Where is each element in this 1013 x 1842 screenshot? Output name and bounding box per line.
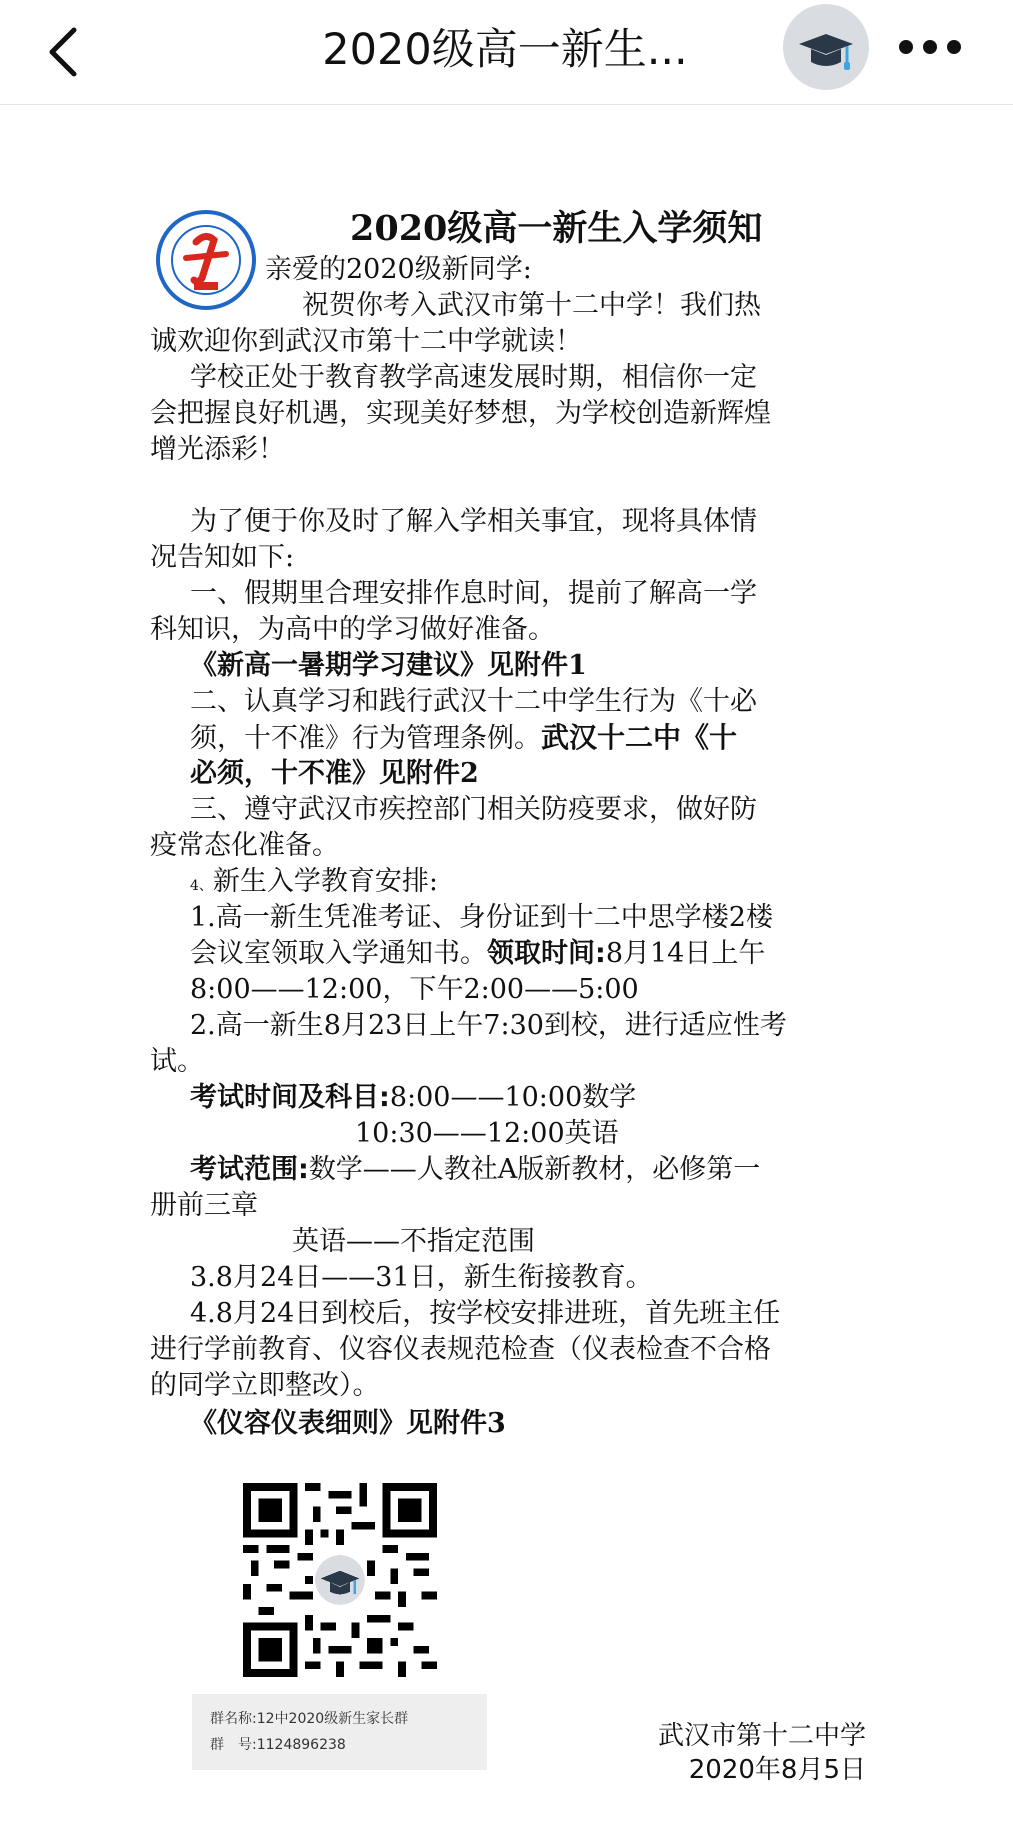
paragraph-line: 祝贺你考入武汉市第十二中学！我们热: [302, 290, 761, 321]
paragraph-line: 疫常态化准备。: [150, 830, 339, 861]
paragraph-line: 册前三章: [150, 1190, 258, 1221]
paragraph-line: 为了便于你及时了解入学相关事宜，现将具体情: [190, 506, 757, 537]
exam-time-english: 10:30——12:00英语: [355, 1118, 619, 1149]
paragraph-line: 8:00——12:00，下午2:00——5:00: [190, 974, 639, 1005]
group-number: 群 号:1124896238: [210, 1737, 346, 1753]
item-title: 新生入学教育安排:: [212, 866, 439, 897]
group-name: 群名称:12中2020级新生家长群: [210, 1711, 409, 1727]
exam-time-math: 8:00——10:00数学: [389, 1082, 637, 1113]
paragraph-line: 一、假期里合理安排作息时间，提前了解高一学: [190, 578, 757, 609]
paragraph-line: 诚欢迎你到武汉市第十二中学就读！: [150, 326, 582, 357]
attachment-2-title-part: 武汉十二中《十: [541, 721, 738, 754]
rule-text: 须，十不准》行为管理条例。: [190, 723, 541, 754]
paragraph-line: 会把握良好机遇，实现美好梦想，为学校创造新辉煌: [150, 398, 771, 429]
school-logo: [156, 210, 256, 310]
paragraph-line: 学校正处于教育教学高速发展时期，相信你一定: [190, 362, 757, 393]
paragraph-line: 的同学立即整改）。: [150, 1370, 380, 1401]
paragraph-line: [190, 936, 765, 972]
attachment-1-title: 《新高一暑期学习建议》见附件1: [190, 650, 587, 681]
paragraph-line: 1.高一新生凭准考证、身份证到十二中思学楼2楼: [190, 902, 773, 933]
signature-school: 武汉市第十二中学: [657, 1721, 866, 1751]
exam-scope-math: 数学——人教社A版新教材，必修第一: [308, 1154, 761, 1185]
paragraph-line: 况告知如下:: [150, 542, 295, 573]
paragraph-line: [190, 1152, 760, 1188]
paragraph-line: 科知识，为高中的学习做好准备。: [150, 614, 555, 645]
paragraph-line: 2.高一新生8月23日上午7:30到校，进行适应性考: [190, 1010, 787, 1041]
notice-document: [150, 200, 866, 1820]
paragraph-line: 二、认真学习和践行武汉十二中学生行为《十必: [190, 686, 757, 717]
paragraph-line: [190, 864, 438, 904]
exam-time-label: 考试时间及科目:: [190, 1082, 390, 1113]
pickup-time-label: 领取时间:: [487, 938, 606, 969]
pickup-date: 8月14日上午: [605, 938, 766, 969]
more-options-icon[interactable]: [895, 32, 965, 62]
notice-heading: 2020级高一新生入学须知: [350, 208, 763, 249]
exam-scope-english: 英语——不指定范围: [292, 1226, 535, 1257]
group-info-box: [192, 1694, 487, 1770]
group-qr-code: [243, 1483, 437, 1677]
top-nav-bar: [0, 0, 1013, 105]
paragraph-line: 三、遵守武汉市疾控部门相关防疫要求，做好防: [190, 794, 757, 825]
paragraph-line: 4.8月24日到校后，按学校安排进班，首先班主任: [190, 1298, 781, 1329]
attachment-3-title: 《仪容仪表细则》见附件3: [190, 1408, 506, 1439]
chevron-left-icon[interactable]: [38, 22, 98, 82]
paragraph-line: 试。: [150, 1046, 204, 1077]
paragraph-line: 增光添彩！: [150, 434, 285, 465]
attachment-2-title: 必须，十不准》见附件2: [190, 758, 479, 789]
graduation-cap-icon: [783, 4, 869, 90]
signature-date: 2020年8月5日: [688, 1755, 866, 1785]
page-title: 2020级高一新生...: [322, 25, 688, 75]
exam-scope-label: 考试范围:: [190, 1154, 309, 1185]
notice-text: 会议室领取入学通知书。: [190, 938, 487, 969]
paragraph-line: 进行学前教育、仪容仪表规范检查（仪表检查不合格: [150, 1334, 771, 1365]
paragraph-line: [190, 720, 737, 757]
account-avatar[interactable]: [783, 4, 869, 90]
greeting: 亲爱的2020级新同学:: [265, 254, 532, 285]
item-number: 4、: [190, 878, 213, 894]
paragraph-line: [190, 1080, 636, 1116]
paragraph-line: 3.8月24日——31日，新生衔接教育。: [190, 1262, 653, 1293]
